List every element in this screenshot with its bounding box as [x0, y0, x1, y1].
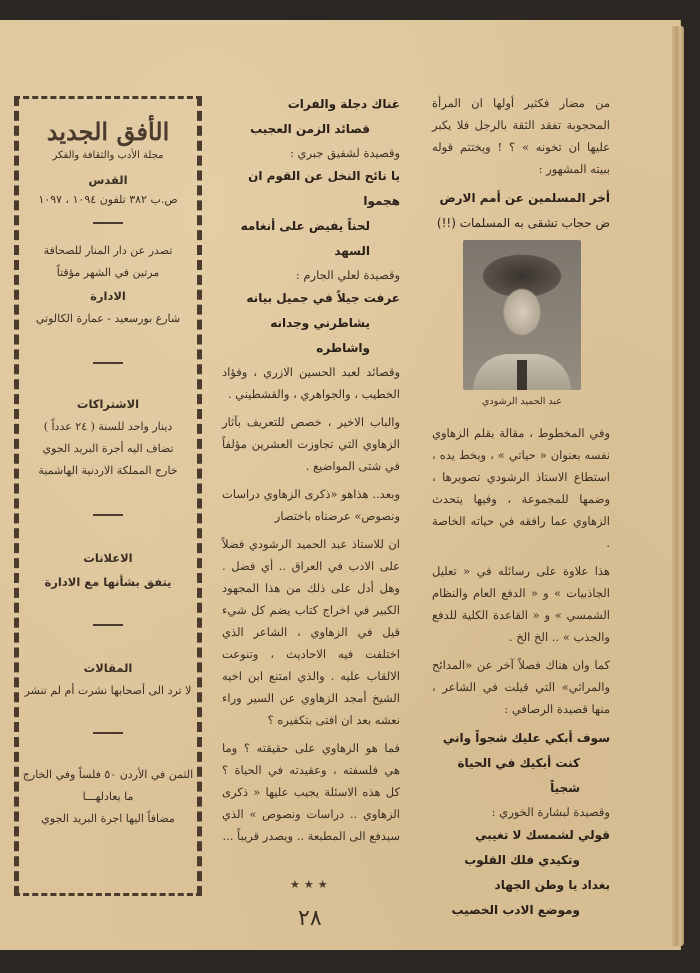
paragraph: هذا علاوة على رسائله في « تعليل الجاذبيات » و « الدفع العام والنظام الشمسي » و « القاعدة الكلية للدفع والجذب » .. الخ الخ . [432, 564, 610, 644]
magazine-logo: الأفق الجديد [46, 117, 170, 146]
photo-caption: عبد الحميد الرشودي [482, 396, 562, 407]
subscriptions-line: تضاف اليه أجرة البريد الجوي [42, 442, 174, 455]
poem-intro: وقصيدة لعلي الجارم : [295, 268, 400, 282]
paragraph: وقصائد لعبد الحسين الازري ، وفؤاد الخطيب ، والجواهري ، والقشطيني . [222, 365, 400, 401]
subscriptions-line: خارج المملكة الاردنية الهاشمية [38, 464, 178, 477]
subscriptions-line: دينار واحد للسنة ( ٢٤ عدداً ) [43, 420, 173, 433]
masthead-box [14, 96, 202, 896]
verse-line: كنت أبكيك في الحياة شجياً [457, 756, 580, 795]
contact-info: ص.ب ٣٨٢ تلفون ١٠٩٤ ، ١٠٩٧ [38, 193, 178, 206]
price-line: ما يعادلهـــا [82, 790, 134, 803]
verse-line: ض حجاب تشقى به المسلمات (!!) [436, 216, 610, 230]
portrait-tie [517, 360, 527, 390]
price-line: مضافاً اليها اجرة البريد الجوي [41, 812, 175, 825]
articles-line: لا ترد الى أصحابها نشرت أم لم تنشر [24, 684, 192, 697]
verse-line: أخر المسلمين عن أمم الارض [439, 191, 610, 205]
frequency-line: مرتين في الشهر مؤقتاً [56, 266, 160, 279]
verse-line: بغداد يا وطن الجهاد [494, 878, 610, 892]
paragraph: والباب الاخير ، خصص للتعريف بآثار الزهاوي التي تجاوزت العشرين مؤلفاً في شتى المواضيع . [222, 415, 400, 473]
verse-line: يا نائح النخل عن القوم ان هجموا [248, 169, 400, 208]
poem-intro: وقصيدة لشفيق جبري : [290, 146, 400, 160]
poem-intro: وقصيدة لبشارة الخوري : [491, 805, 610, 819]
divider [93, 362, 123, 364]
publisher-line: تصدر عن دار المنار للصحافة [43, 244, 173, 257]
author-portrait [463, 240, 581, 390]
paragraph: وبعد.. هذاهو «ذكرى الزهاوي دراسات ونصوص» عرضناه باختصار [222, 487, 400, 523]
divider [93, 514, 123, 516]
verse-line: يشاطرني وجدانه واشاطره [270, 316, 370, 355]
right-column-lower [432, 422, 610, 923]
verse-line: سوف أبكي عليك شجواً واني [442, 731, 610, 745]
middle-column [222, 92, 400, 853]
admin-address: شارع بورسعيد - عمارة الكالوتي [35, 312, 181, 325]
verse-line: قولي لشمسك لا تغيبي [475, 828, 610, 842]
divider [93, 624, 123, 626]
page-number: ٢٨ [298, 906, 322, 931]
verse-line: وتكيدي فلك القلوب [464, 853, 580, 867]
verse-line: عرفت جيلاً في جميل بيانه [246, 291, 400, 305]
articles-heading: المقالات [83, 661, 133, 675]
subscriptions-heading: الاشتراكات [76, 397, 140, 411]
verse-line: قصائد الزمن العجيب [250, 122, 370, 136]
page-edge [672, 26, 684, 946]
paragraph: من مضار فكثير أولها ان المرأة المحجوبة تفقد الثقة بالرجل فلا يكبر عليها ان تخونه » ؟ ! ويختتم قوله ببيته المشهور : [432, 96, 610, 176]
paragraph: كما وان هناك فصلاً آخر عن «المدائح والمراثي» التي قيلت في الشاعر ، منها قصيدة الرصافي : [432, 658, 610, 716]
verse-line: وموضع الادب الخصيب [451, 903, 580, 917]
divider [93, 222, 123, 224]
admin-heading: الادارة [90, 289, 126, 303]
right-column [432, 92, 610, 236]
paragraph: فما هو الزهاوي على حقيقته ؟ وما هي فلسفته ، وعقيدته في الحياة ؟ كل هذه الاسئلة يجيب عليها « ذكرى الزهاوي .. دراسات ونصوص » الذي سيدفع الى المطبعة .. ويصدر قريباً ... [222, 741, 400, 843]
ads-heading: الاعلانات [83, 551, 133, 565]
verse-line: غناك دجلة والفرات [287, 97, 400, 111]
verse-line: لحناً يفيض على أنغامه السهد [240, 219, 370, 258]
price-line: الثمن في الأردن ٥٠ فلساً وفي الخارج [22, 768, 194, 781]
paragraph: ان للاستاذ عبد الحميد الرشودي فضلاً على الادب في العراق .. أي فضل . وهل أدل على ذلك من هذا المجهود الكبير في اخراج كتاب يضم كل شيء قيل في الزهاوي ، الشاعر الذي اختلفت فيه الاحاديث ، وتنوعت الالقاب عليه . والذي امتنع ابن اخيه الشيخ أمجد الزهاوي عن السير وراء نعشه بعد ان افتى بتكفيره ؟ [222, 537, 400, 727]
city-label: القدس [88, 173, 128, 187]
section-end-stars: ★★★ [290, 878, 332, 891]
magazine-tagline: مجلة الأدب والثقافة والفكر [52, 150, 164, 161]
divider [93, 732, 123, 734]
paragraph: وفي المخطوط ، مقالة بقلم الزهاوي نفسه بعنوان « حياتي » ، وبخط يده ، استطاع الاستاذ الرشودي تصويرها ، وضمها للمجموعة ، وفيها يتحدث الزهاوي عما رافقه في حياته الخاصة . [432, 426, 610, 550]
ads-line: يتفق بشأنها مع الادارة [44, 575, 172, 589]
